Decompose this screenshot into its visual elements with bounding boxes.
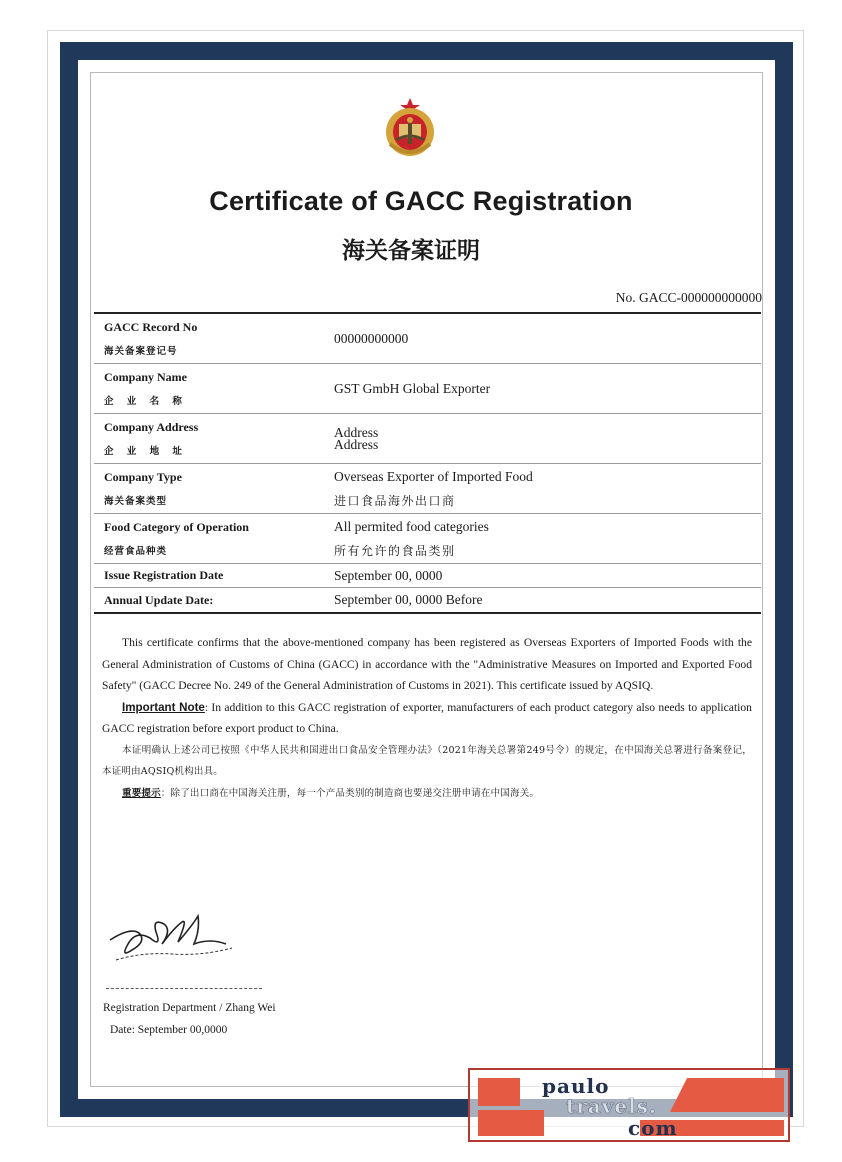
paragraph-en: This certificate confirms that the above-mentioned company has been registered as Overseas Exporters of Imported Foods with the General Administration of Customs of China (GACC) in accordance with the "Administrative Measures on Imported and Exported Food Safety" (GACC Decree No. 249 of the General Administration of Customs in 2021). This certificate issued by AQSIQ. (102, 636, 752, 692)
table-row (94, 464, 761, 514)
certificate-body (102, 632, 752, 804)
watermark-block (670, 1078, 784, 1112)
watermark-block (478, 1078, 520, 1106)
table-row (94, 314, 761, 364)
registration-table (94, 312, 761, 614)
customs-emblem-icon (382, 96, 438, 158)
row-value: Address Address (334, 424, 379, 452)
watermark-logo (468, 1068, 790, 1142)
signature-image (102, 908, 252, 978)
certificate-title-cn: 海关备案证明 (342, 238, 480, 264)
table-row (94, 564, 761, 588)
signature-date: Date: September 00,0000 (110, 1024, 228, 1036)
row-label: Food Category of Operation 经营食品种类 (104, 520, 249, 557)
table-row (94, 514, 761, 564)
watermark-text: travels. (566, 1094, 657, 1118)
row-label: Company Name 企 业 名 称 (104, 370, 187, 407)
watermark-block (478, 1110, 544, 1136)
certificate-number: No. GACC-000000000000 (615, 290, 762, 305)
table-row (94, 414, 761, 464)
row-label: Company Address 企 业 地 址 (104, 420, 199, 457)
row-value: Overseas Exporter of Imported Food 进口食品海外出口商 (334, 468, 533, 508)
row-value: GST GmbH Global Exporter (334, 380, 491, 396)
registration-department: Registration Department / Zhang Wei (103, 1002, 276, 1014)
signature-line (106, 988, 262, 989)
row-label: Annual Update Date: (104, 592, 214, 607)
table-row (94, 364, 761, 414)
watermark-text: com (628, 1116, 678, 1140)
watermark-text: paulo (542, 1074, 610, 1098)
certificate-title: Certificate of GACC Registration (209, 186, 633, 216)
row-label: GACC Record No 海关备案登记号 (104, 320, 198, 357)
row-value: September 00, 0000 Before (334, 592, 483, 607)
row-value: All permited food categories 所有允许的食品类别 (334, 518, 489, 558)
important-note-cn: 重要提示：除了出口商在中国海关注册，每一个产品类别的制造商也要递交注册申请在中国海关。 (122, 787, 540, 799)
row-value: 00000000000 (334, 330, 409, 346)
table-row (94, 588, 761, 612)
row-label: Company Type 海关备案类型 (104, 470, 182, 507)
row-label: Issue Registration Date (104, 568, 224, 582)
important-note-en: Important Note: In addition to this GACC registration of exporter, manufacturers of each product category also needs to application GACC registration before export product to China. (102, 700, 752, 735)
paragraph-cn: 本证明确认上述公司已按照《中华人民共和国进出口食品安全管理办法》（2021年海关总署第249号令）的规定，在中国海关总署进行备案登记，本证明由AQSIQ机构出具。 (102, 744, 752, 777)
row-value: September 00, 0000 (334, 567, 443, 583)
